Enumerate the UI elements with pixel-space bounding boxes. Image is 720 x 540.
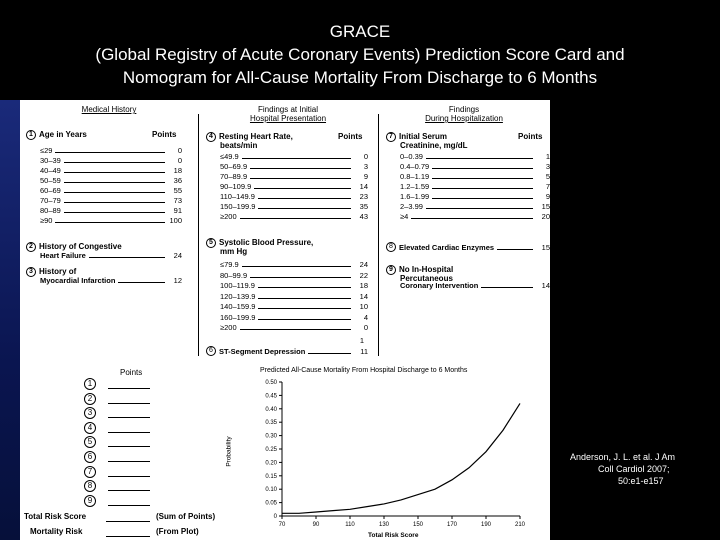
sbp-row: 140–159.9 10 bbox=[220, 302, 368, 311]
points-column-head: Points bbox=[152, 130, 177, 139]
tally-entry-line bbox=[108, 476, 150, 477]
tally-number-circle: 6 bbox=[84, 451, 96, 463]
sbp-unit: mm Hg bbox=[220, 247, 248, 256]
creatinine-row: 0.8–1.19 5 bbox=[400, 172, 550, 181]
st-depression-row: 6 ST-Segment Depression 11 bbox=[206, 346, 368, 356]
chart-title: Predicted All-Cause Mortality From Hospital Discharge to 6 Months bbox=[260, 367, 468, 374]
chf-section-title: 2 History of Congestive bbox=[26, 242, 122, 252]
tally-entry-line bbox=[108, 403, 150, 404]
sbp-row: 80–99.9 22 bbox=[220, 270, 368, 280]
age-row: ≤29 0 bbox=[40, 146, 182, 155]
age-row: 60–69 55 bbox=[40, 186, 182, 195]
mi-section-title: 3 History of bbox=[26, 267, 76, 277]
creatinine-unit: Creatinine, mg/dL bbox=[400, 141, 468, 150]
mortality-curve bbox=[282, 403, 520, 513]
creatinine-row: 2–3.99 15 bbox=[400, 202, 550, 211]
mortality-chart bbox=[230, 362, 530, 540]
points-column-head: Points bbox=[338, 132, 363, 141]
age-row: 70–79 73 bbox=[40, 196, 182, 205]
x-tick-label: 170 bbox=[446, 522, 458, 528]
sbp-extra-value: 1 bbox=[359, 336, 364, 345]
col-initial-presentation-head: Findings at Initial Hospital Presentation bbox=[249, 105, 327, 123]
x-tick-label: 150 bbox=[412, 522, 424, 528]
column-divider bbox=[378, 114, 379, 356]
column-divider bbox=[198, 114, 199, 356]
title-line-3: Nomogram for All-Cause Mortality From Discharge to 6 Months bbox=[122, 68, 598, 87]
heart-rate-row: 150–199.9 35 bbox=[220, 202, 368, 211]
tally-number-circle: 8 bbox=[84, 480, 96, 492]
tally-number-circle: 7 bbox=[84, 466, 96, 478]
creatinine-row: ≥4 20 bbox=[400, 212, 550, 221]
slide-title bbox=[0, 20, 720, 89]
y-tick-label: 0.35 bbox=[265, 420, 277, 427]
age-section-title: 1 Age in Years bbox=[26, 130, 87, 140]
col-medical-history-head: Medical History bbox=[81, 105, 137, 114]
chart-y-axis-title: Probability bbox=[225, 436, 233, 467]
y-tick-label: 0.30 bbox=[265, 433, 277, 440]
tally-number-circle: 1 bbox=[84, 378, 96, 390]
age-row: 30–39 0 bbox=[40, 156, 182, 165]
x-tick-label: 190 bbox=[480, 522, 492, 528]
creatinine-row: 0–0.39 1 bbox=[400, 152, 550, 161]
x-tick-label: 130 bbox=[378, 522, 390, 528]
title-line-2: (Global Registry of Acute Coronary Events) Prediction Score Card and bbox=[95, 45, 625, 64]
age-row: 40–49 18 bbox=[40, 166, 182, 175]
y-tick-label: 0.25 bbox=[265, 447, 277, 453]
creatinine-row: 1.6–1.99 9 bbox=[400, 192, 550, 201]
creatinine-row: 1.2–1.59 7 bbox=[400, 182, 550, 191]
sbp-section-title: 5 Systolic Blood Pressure, bbox=[206, 238, 313, 248]
tally-number-circle: 3 bbox=[84, 407, 96, 419]
citation: Anderson, J. L. et al. J Am Coll Cardiol 2007; 50:e1-e157 bbox=[570, 452, 676, 486]
y-tick-label: 0.05 bbox=[265, 500, 277, 507]
sbp-row: 100–119.9 18 bbox=[220, 281, 368, 290]
heart-rate-row: 50–69.9 3 bbox=[220, 162, 368, 171]
tally-entry-line bbox=[108, 388, 150, 389]
heart-rate-section-title: 4 Resting Heart Rate, bbox=[206, 132, 293, 142]
score-card bbox=[20, 100, 550, 362]
mortality-risk-line bbox=[106, 536, 150, 537]
heart-rate-row: ≥200 43 bbox=[220, 212, 368, 221]
points-column-head: Points bbox=[518, 132, 543, 141]
x-tick-label: 70 bbox=[278, 522, 286, 528]
sbp-row: 160–199.9 4 bbox=[220, 312, 368, 322]
tally-entry-line bbox=[108, 461, 150, 462]
title-line-1: GRACE bbox=[329, 22, 391, 41]
tally-entry-line bbox=[108, 432, 150, 433]
pci-row: Coronary Intervention 14 bbox=[400, 281, 550, 290]
chart-x-axis-title: Total Risk Score bbox=[368, 532, 419, 539]
tally-number-circle: 5 bbox=[84, 436, 96, 448]
creatinine-row: 0.4–0.79 3 bbox=[400, 162, 550, 171]
sbp-row: ≥200 0 bbox=[220, 323, 368, 332]
y-tick-label: 0.40 bbox=[265, 406, 277, 413]
points-tally-title: Points bbox=[120, 368, 143, 377]
mortality-risk-note: (From Plot) bbox=[156, 527, 199, 536]
age-row: 50–59 36 bbox=[40, 176, 182, 185]
tally-entry-line bbox=[108, 490, 150, 491]
y-tick-label: 0.15 bbox=[265, 473, 277, 480]
tally-entry-line bbox=[108, 446, 150, 447]
side-accent-bar bbox=[0, 100, 20, 540]
creatinine-section-title: 7 Initial Serum bbox=[386, 132, 447, 142]
tally-number-circle: 4 bbox=[84, 422, 96, 434]
y-tick-label: 0.10 bbox=[265, 487, 277, 494]
pci-section-title: 9 No In-Hospital bbox=[386, 265, 453, 275]
age-row: ≥90 100 bbox=[40, 216, 182, 225]
x-tick-label: 110 bbox=[345, 522, 355, 528]
pci-title-line-2: Percutaneous bbox=[400, 274, 453, 283]
mortality-risk-label: Mortality Risk bbox=[30, 527, 83, 536]
heart-rate-row: 90–109.9 14 bbox=[220, 182, 368, 191]
total-risk-score-note: (Sum of Points) bbox=[156, 512, 216, 521]
y-tick-label: 0.50 bbox=[265, 380, 277, 386]
tally-entry-line bbox=[108, 505, 150, 506]
heart-rate-row: 70–89.9 9 bbox=[220, 172, 368, 181]
tally-number-circle: 9 bbox=[84, 495, 96, 507]
chf-row: Heart Failure 24 bbox=[40, 251, 182, 260]
age-row: 80–89 91 bbox=[40, 206, 182, 215]
y-tick-label: 0 bbox=[273, 514, 277, 520]
y-tick-label: 0.45 bbox=[265, 393, 277, 400]
total-risk-score-line bbox=[106, 521, 150, 522]
heart-rate-unit: beats/min bbox=[220, 141, 258, 150]
col-hospitalization-head: Findings During Hospitalization bbox=[425, 105, 503, 123]
heart-rate-row: ≤49.9 0 bbox=[220, 152, 368, 161]
cardiac-enzymes-row: 8 Elevated Cardiac Enzymes 15 bbox=[386, 242, 550, 252]
y-tick-label: 0.20 bbox=[265, 460, 277, 467]
sbp-row: ≤79.9 24 bbox=[220, 260, 368, 269]
x-tick-label: 90 bbox=[312, 522, 320, 528]
mi-row: Myocardial Infarction 12 bbox=[40, 276, 182, 285]
tally-number-circle: 2 bbox=[84, 393, 96, 405]
x-tick-label: 210 bbox=[514, 522, 526, 528]
heart-rate-row: 110–149.9 23 bbox=[220, 192, 368, 201]
total-risk-score-label: Total Risk Score bbox=[24, 512, 87, 521]
tally-entry-line bbox=[108, 417, 150, 418]
nomogram-panel bbox=[20, 362, 550, 540]
sbp-row: 120–139.9 14 bbox=[220, 291, 368, 301]
